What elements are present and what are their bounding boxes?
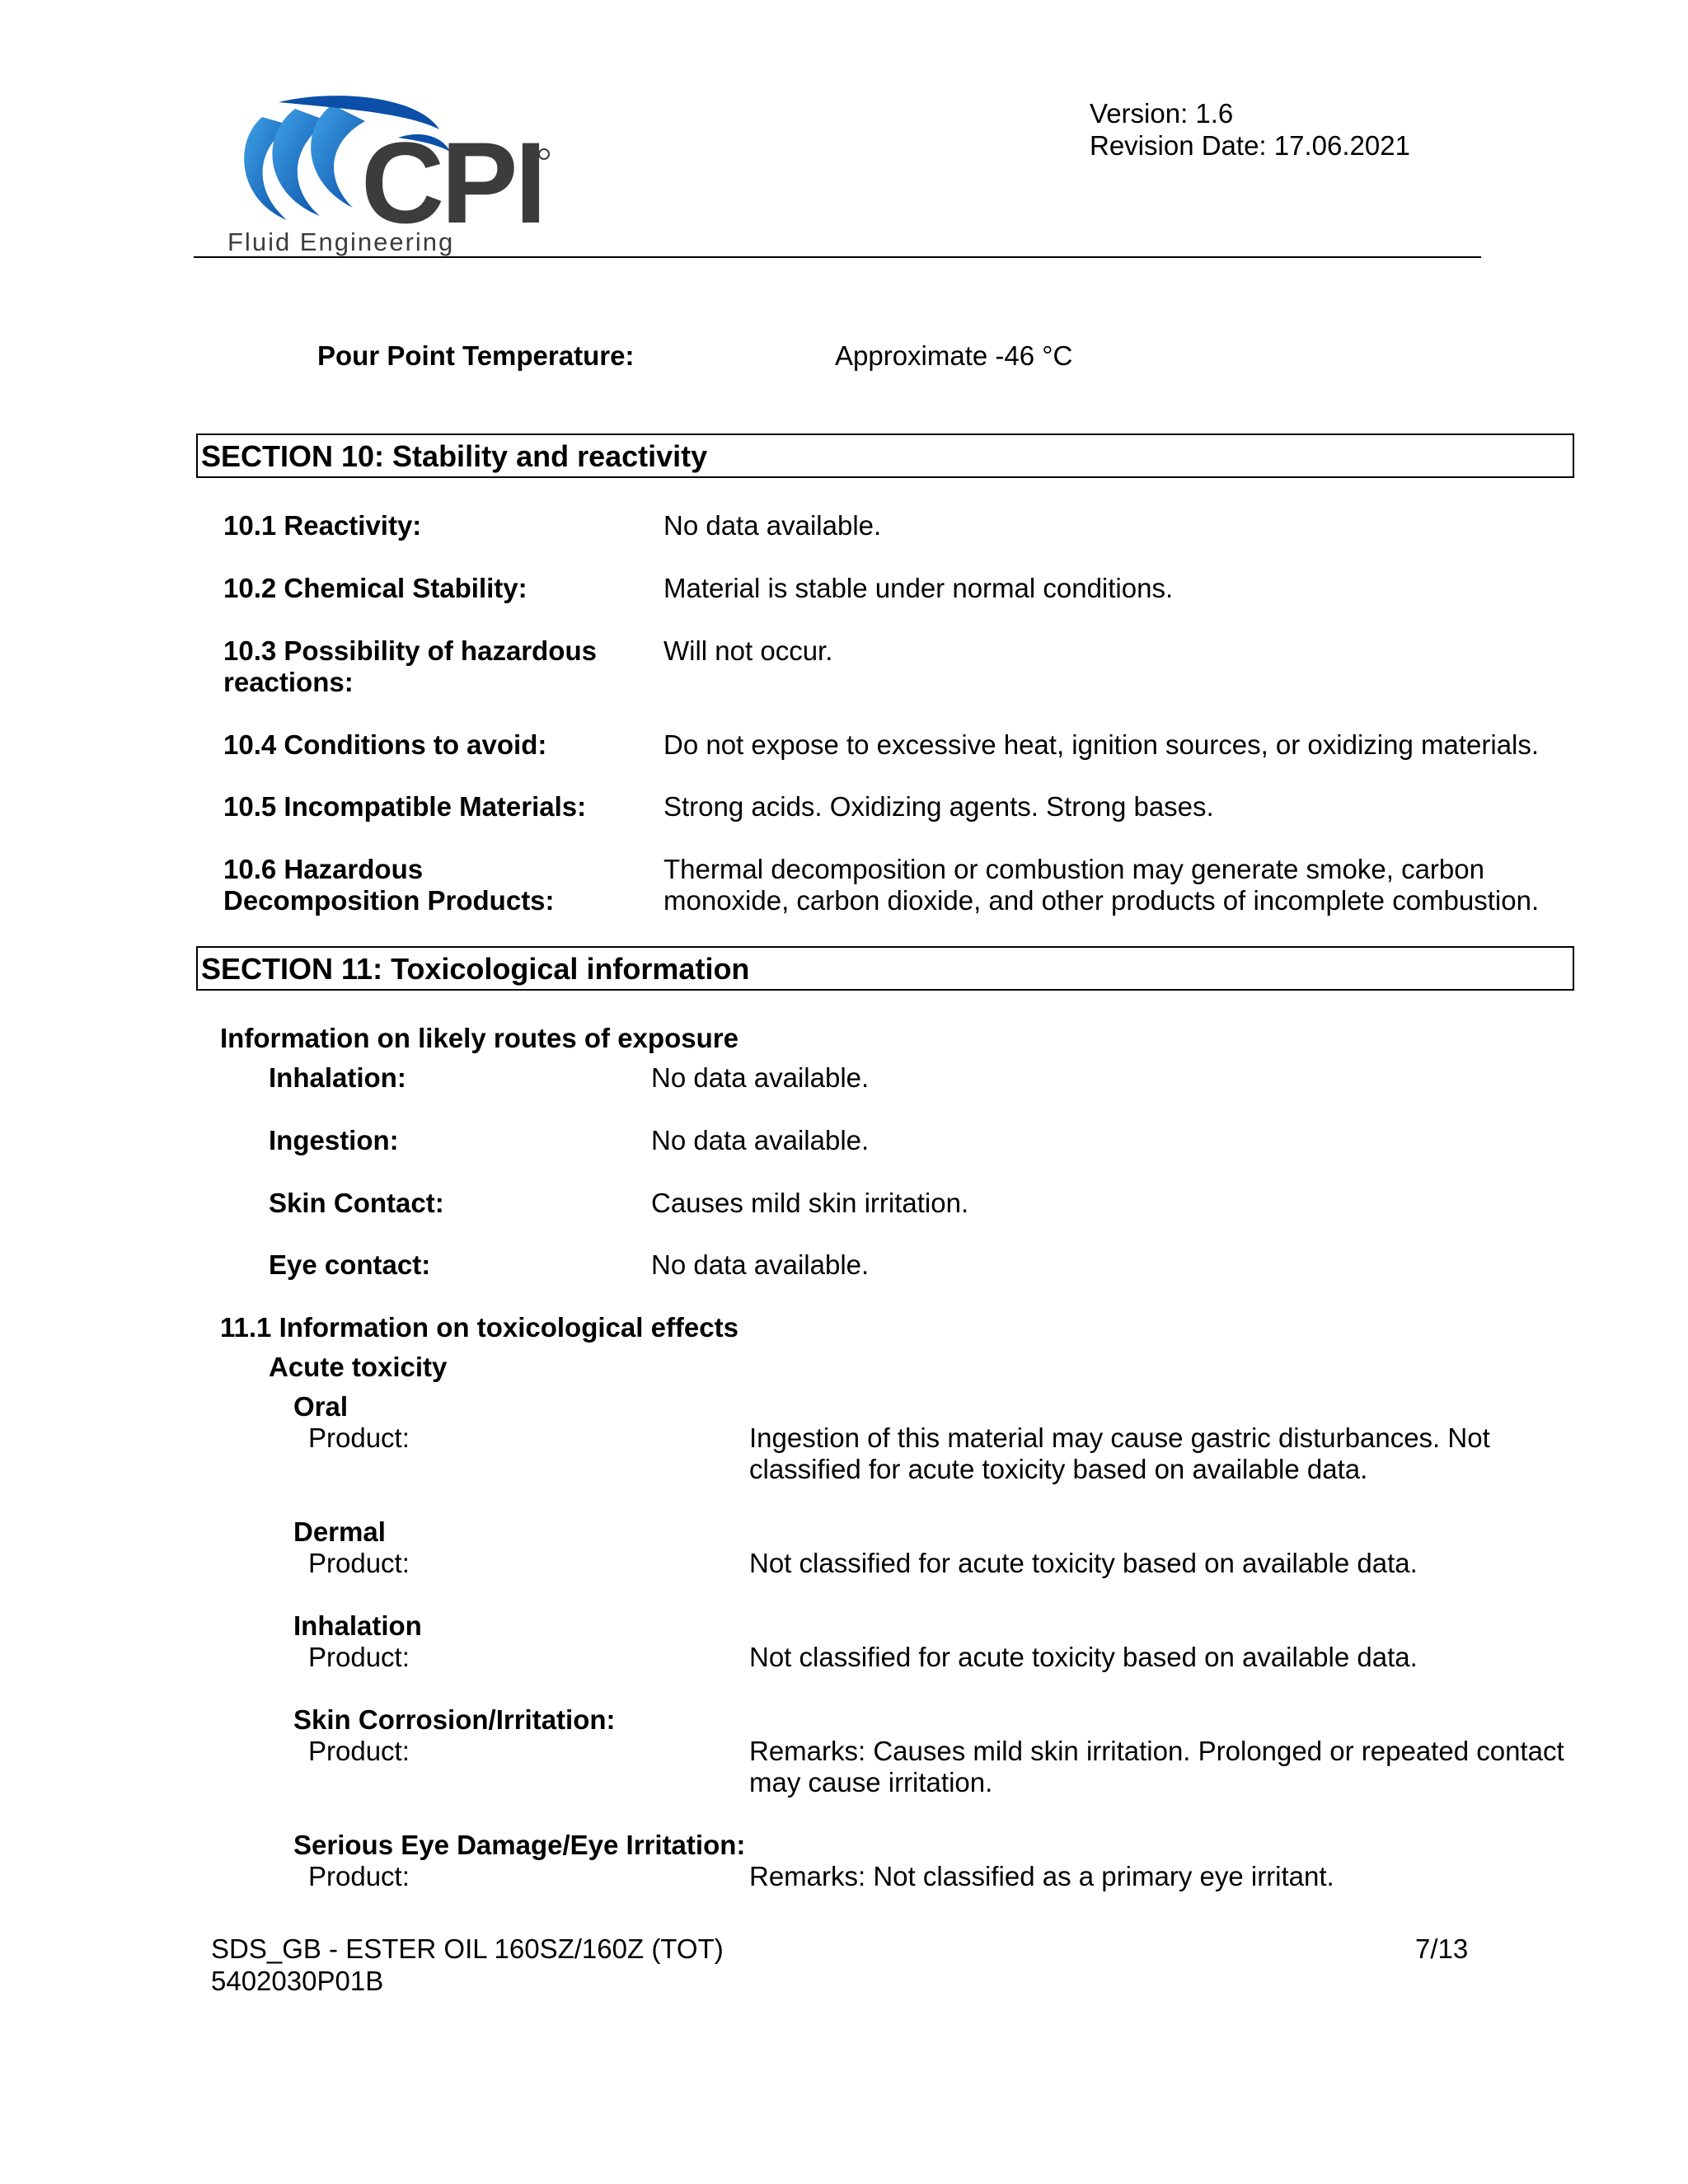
- s10-3-value: Will not occur.: [663, 635, 833, 666]
- route-skin-value: Causes mild skin irritation.: [651, 1188, 969, 1218]
- skin-corrosion-heading: Skin Corrosion/Irritation:: [293, 1704, 616, 1735]
- inhalation-product-label: Product:: [308, 1642, 410, 1672]
- s10-4-label: 10.4 Conditions to avoid:: [223, 729, 547, 760]
- s10-6-label-line1: 10.6 Hazardous: [223, 854, 424, 884]
- skin-corrosion-product-label: Product:: [308, 1736, 410, 1766]
- revision-date-text: Revision Date: 17.06.2021: [1090, 130, 1410, 161]
- acute-toxicity-heading: Acute toxicity: [269, 1352, 448, 1382]
- cpi-swirl-icon: [229, 92, 564, 257]
- footer-doc-code: 5402030P01B: [211, 1966, 384, 1996]
- cpi-logo: [229, 92, 564, 257]
- oral-heading: Oral: [293, 1391, 349, 1422]
- s10-2-value: Material is stable under normal conditions.: [663, 573, 1174, 603]
- effects-heading: 11.1 Information on toxicological effects: [220, 1312, 738, 1343]
- s10-6-value-line2: monoxide, carbon dioxide, and other products of incomplete combustion.: [663, 885, 1540, 916]
- svg-text:Fluid Engineering: Fluid Engineering: [229, 227, 455, 256]
- header-divider: [194, 256, 1481, 258]
- footer-doc-title: SDS_GB - ESTER OIL 160SZ/160Z (TOT): [211, 1933, 724, 1964]
- s10-6-label-line2: Decomposition Products:: [223, 885, 555, 916]
- pour-point-value: Approximate -46 °C: [835, 340, 1073, 371]
- oral-value-line1: Ingestion of this material may cause gastric disturbances. Not: [749, 1422, 1490, 1453]
- inhalation-value: Not classified for acute toxicity based on available data.: [749, 1642, 1418, 1672]
- s10-2-label: 10.2 Chemical Stability:: [223, 573, 528, 603]
- inhalation-heading: Inhalation: [293, 1610, 422, 1641]
- skin-corrosion-value-line2: may cause irritation.: [749, 1767, 993, 1797]
- s10-1-value: No data available.: [663, 510, 882, 541]
- route-inhalation-value: No data available.: [651, 1062, 870, 1093]
- oral-value-line2: classified for acute toxicity based on available data.: [749, 1454, 1368, 1484]
- section-10-heading: SECTION 10: Stability and reactivity: [196, 434, 1574, 478]
- route-skin-label: Skin Contact:: [269, 1188, 444, 1218]
- footer-page-number: 7/13: [1415, 1933, 1469, 1964]
- eye-damage-heading: Serious Eye Damage/Eye Irritation:: [293, 1830, 746, 1860]
- eye-damage-value: Remarks: Not classified as a primary eye irritant.: [749, 1861, 1334, 1891]
- s10-5-value: Strong acids. Oxidizing agents. Strong bases.: [663, 791, 1214, 822]
- route-eye-label: Eye contact:: [269, 1249, 431, 1280]
- s10-5-label: 10.5 Incompatible Materials:: [223, 791, 587, 822]
- pour-point-label: Pour Point Temperature:: [317, 340, 635, 371]
- version-text: Version: 1.6: [1090, 98, 1234, 129]
- s10-4-value: Do not expose to excessive heat, ignition sources, or oxidizing materials.: [663, 729, 1540, 760]
- dermal-value: Not classified for acute toxicity based on available data.: [749, 1548, 1418, 1578]
- route-inhalation-label: Inhalation:: [269, 1062, 406, 1093]
- s10-6-value-line1: Thermal decomposition or combustion may generate smoke, carbon: [663, 854, 1484, 884]
- svg-text:CPI: CPI: [361, 118, 544, 247]
- oral-product-label: Product:: [308, 1422, 410, 1453]
- eye-damage-product-label: Product:: [308, 1861, 410, 1891]
- skin-corrosion-value-line1: Remarks: Causes mild skin irritation. Prolonged or repeated contact: [749, 1736, 1564, 1766]
- dermal-heading: Dermal: [293, 1516, 386, 1547]
- dermal-product-label: Product:: [308, 1548, 410, 1578]
- s10-1-label: 10.1 Reactivity:: [223, 510, 422, 541]
- s10-3-label-line2: reactions:: [223, 667, 354, 697]
- route-eye-value: No data available.: [651, 1249, 870, 1280]
- routes-heading: Information on likely routes of exposure: [220, 1023, 738, 1053]
- section-11-heading: SECTION 11: Toxicological information: [196, 946, 1574, 991]
- route-ingestion-value: No data available.: [651, 1125, 870, 1155]
- route-ingestion-label: Ingestion:: [269, 1125, 399, 1155]
- s10-3-label-line1: 10.3 Possibility of hazardous: [223, 635, 597, 666]
